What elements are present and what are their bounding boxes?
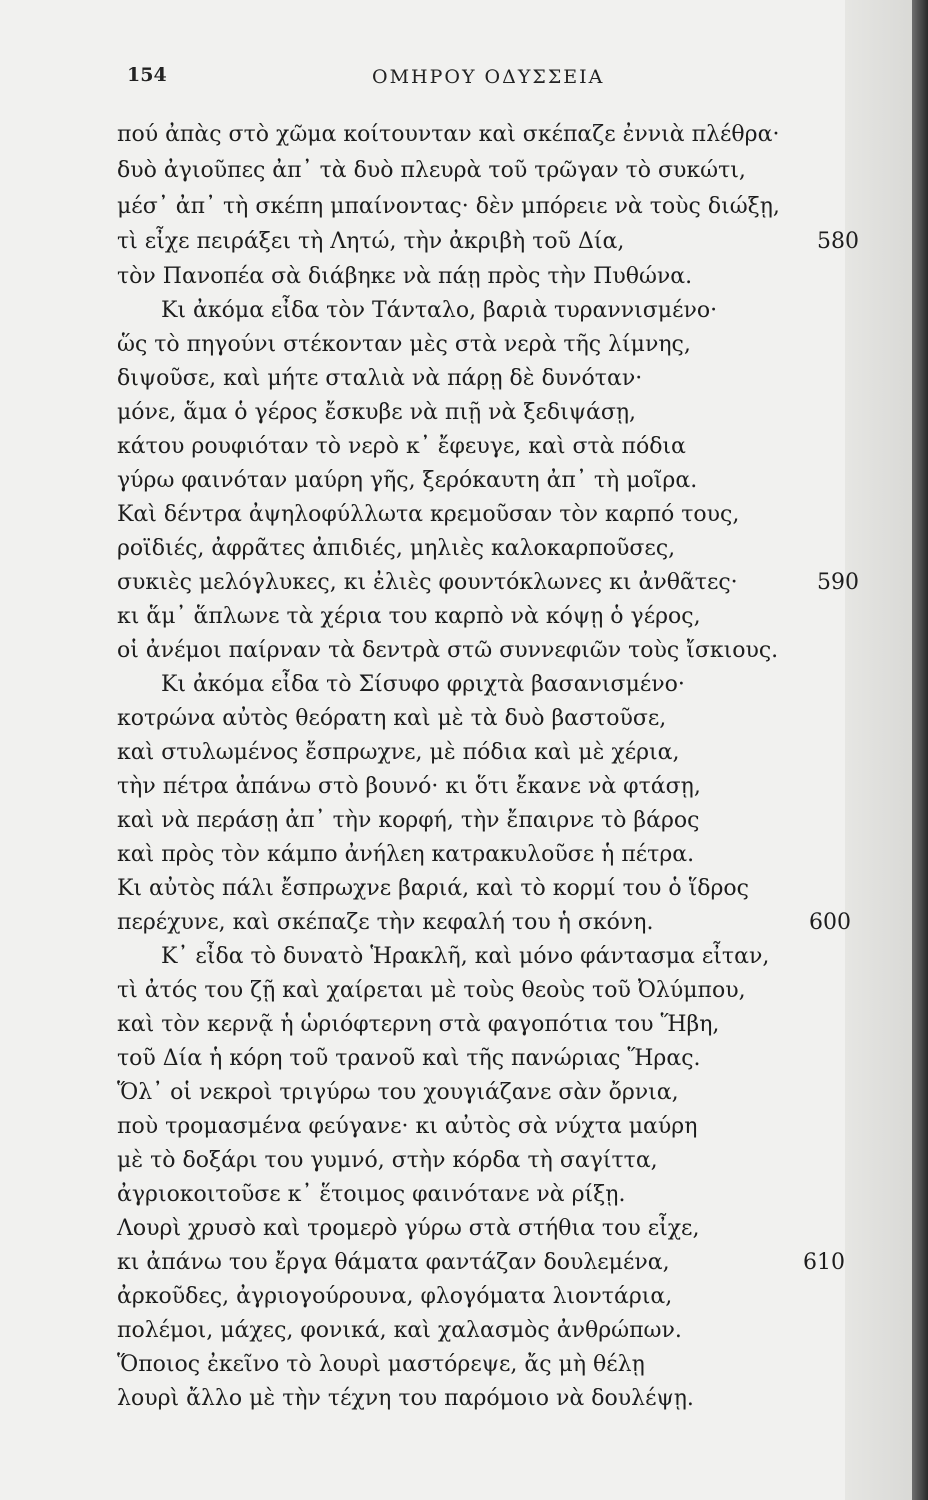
line-number: 610: [803, 1250, 845, 1275]
verse-line: Κ᾽ εἶδα τὸ δυνατὸ Ἡρακλῆ, καὶ μόνο φάντασμα εἶταν,: [161, 944, 770, 969]
verse-line: δυὸ ἀγιοῦπες ἀπ᾽ τὰ δυὸ πλευρὰ τοῦ τρῶγαν τὸ συκώτι,: [117, 158, 746, 183]
verse-line: κι ἀπάνω του ἔργα θάματα φαντάζαν δουλεμένα,: [117, 1250, 670, 1275]
verse-line: τὶ εἶχε πειράξει τὴ Λητώ, τὴν ἀκριβὴ τοῦ Δία,: [117, 229, 625, 254]
verse-line: Κι ἀκόμα εἶδα τὸν Τάνταλο, βαριὰ τυραννισμένο·: [161, 298, 718, 323]
verse-line: τὸν Πανοπέα σὰ διάβηκε νὰ πάῃ πρὸς τὴν Πυθώνα.: [117, 264, 693, 289]
verse-line: ποὺ τρομασμένα φεύγανε· κι αὐτὸς σὰ νύχτα μαύρη: [117, 1114, 698, 1139]
verse-line: λουρὶ ἄλλο μὲ τὴν τέχνη του παρόμοιο νὰ δουλέψῃ.: [117, 1386, 694, 1411]
verse-line: μόνε, ἅμα ὁ γέρος ἔσκυβε νὰ πιῇ νὰ ξεδιψάσῃ,: [117, 400, 637, 425]
verse-line: διψοῦσε, καὶ μήτε σταλιὰ νὰ πάρῃ δὲ δυνόταν·: [117, 366, 643, 391]
verse-line: πού ἀπὰς στὸ χῶμα κοίτουνταν καὶ σκέπαζε ἐννιὰ πλέθρα·: [117, 122, 780, 147]
verse-line: μέσ᾽ ἀπ᾽ τὴ σκέπη μπαίνοντας· δὲν μπόρειε νὰ τοὺς διώξῃ,: [117, 194, 780, 219]
verse-line: μὲ τὸ δοξάρι του γυμνό, στὴν κόρδα τὴ σαγίττα,: [117, 1148, 658, 1173]
verse-line: συκιὲς μελόγλυκες, κι ἐλιὲς φουντόκλωνες κι ἀνθᾶτες·: [117, 570, 738, 595]
verse-line: πολέμοι, μάχες, φονικά, καὶ χαλασμὸς ἀνθρώπων.: [117, 1318, 682, 1343]
verse-line: τὴν πέτρα ἀπάνω στὸ βουνό· κι ὅτι ἔκανε νὰ φτάσῃ,: [117, 774, 701, 799]
verse-line: ὥς τὸ πηγούνι στέκονταν μὲς στὰ νερὰ τῆς λίμνης,: [117, 332, 691, 357]
page-edge-shadow: [912, 0, 928, 1500]
page-number: 154: [127, 64, 167, 86]
line-number: 600: [809, 910, 851, 935]
verse-line: ἀρκοῦδες, ἀγριογούρουνα, φλογόματα λιοντάρια,: [117, 1284, 673, 1309]
verse-line: καὶ πρὸς τὸν κάμπο ἀνήλεη κατρακυλοῦσε ἡ πέτρα.: [117, 842, 695, 867]
verse-line: ἀγριοκοιτοῦσε κ᾽ ἕτοιμος φαινότανε νὰ ρίξῃ.: [117, 1182, 626, 1207]
verse-line: κάτου ρουφιόταν τὸ νερὸ κ᾽ ἔφευγε, καὶ στὰ πόδια: [117, 434, 686, 459]
verse-line: τοῦ Δία ἡ κόρη τοῦ τρανοῦ καὶ τῆς πανώριας Ἥρας.: [117, 1046, 701, 1071]
verse-line: Ὅποιος ἐκεῖνο τὸ λουρὶ μαστόρεψε, ἄς μὴ θέλῃ: [117, 1352, 645, 1377]
verse-line: καὶ στυλωμένος ἔσπρωχνε, μὲ πόδια καὶ μὲ χέρια,: [117, 740, 680, 765]
verse-line: καὶ τὸν κερνᾷ ἡ ὡριόφτερνη στὰ φαγοπότια του Ἥβη,: [117, 1012, 720, 1037]
verse-line: κοτρώνα αὐτὸς θεόρατη καὶ μὲ τὰ δυὸ βαστοῦσε,: [117, 706, 667, 731]
verse-line: ροϊδιές, ἀφρᾶτες ἀπιδιές, μηλιὲς καλοκαρποῦσες,: [117, 536, 676, 561]
verse-line: τὶ ἀτός του ζῇ καὶ χαίρεται μὲ τοὺς θεοὺς τοῦ Ὀλύμπου,: [117, 978, 746, 1003]
facing-page-bleed: [845, 0, 912, 1500]
verse-line: Κι αὐτὸς πάλι ἔσπρωχνε βαριά, καὶ τὸ κορμί του ὁ ἵδρος: [117, 876, 749, 901]
line-number: 580: [817, 229, 859, 254]
running-title: ΟΜΗΡΟΥ ΟΔΥΣΣΕΙΑ: [372, 66, 605, 88]
verse-line: Κι ἀκόμα εἶδα τὸ Σίσυφο φριχτὰ βασανισμένο·: [161, 672, 685, 697]
verse-line: Καὶ δέντρα ἀψηλοφύλλωτα κρεμοῦσαν τὸν καρπό τους,: [117, 502, 740, 527]
line-number: 590: [817, 570, 859, 595]
verse-line: Λουρὶ χρυσὸ καὶ τρομερὸ γύρω στὰ στήθια του εἶχε,: [117, 1216, 700, 1241]
verse-line: Ὅλ᾽ οἱ νεκροὶ τριγύρω του χουγιάζανε σὰν ὄρνια,: [117, 1080, 679, 1105]
verse-line: κι ἅμ᾽ ἅπλωνε τὰ χέρια του καρπὸ νὰ κόψῃ ὁ γέρος,: [117, 604, 701, 629]
verse-line: γύρω φαινόταν μαύρη γῆς, ξερόκαυτη ἀπ᾽ τὴ μοῖρα.: [117, 468, 698, 493]
verse-line: καὶ νὰ περάσῃ ἀπ᾽ τὴν κορφή, τὴν ἔπαιρνε τὸ βάρος: [117, 808, 700, 833]
verse-line: οἱ ἀνέμοι παίρναν τὰ δεντρὰ στῶ συννεφιῶν τοὺς ἴσκιους.: [117, 638, 779, 663]
verse-line: περέχυνε, καὶ σκέπαζε τὴν κεφαλή του ἡ σκόνη.: [117, 910, 654, 935]
